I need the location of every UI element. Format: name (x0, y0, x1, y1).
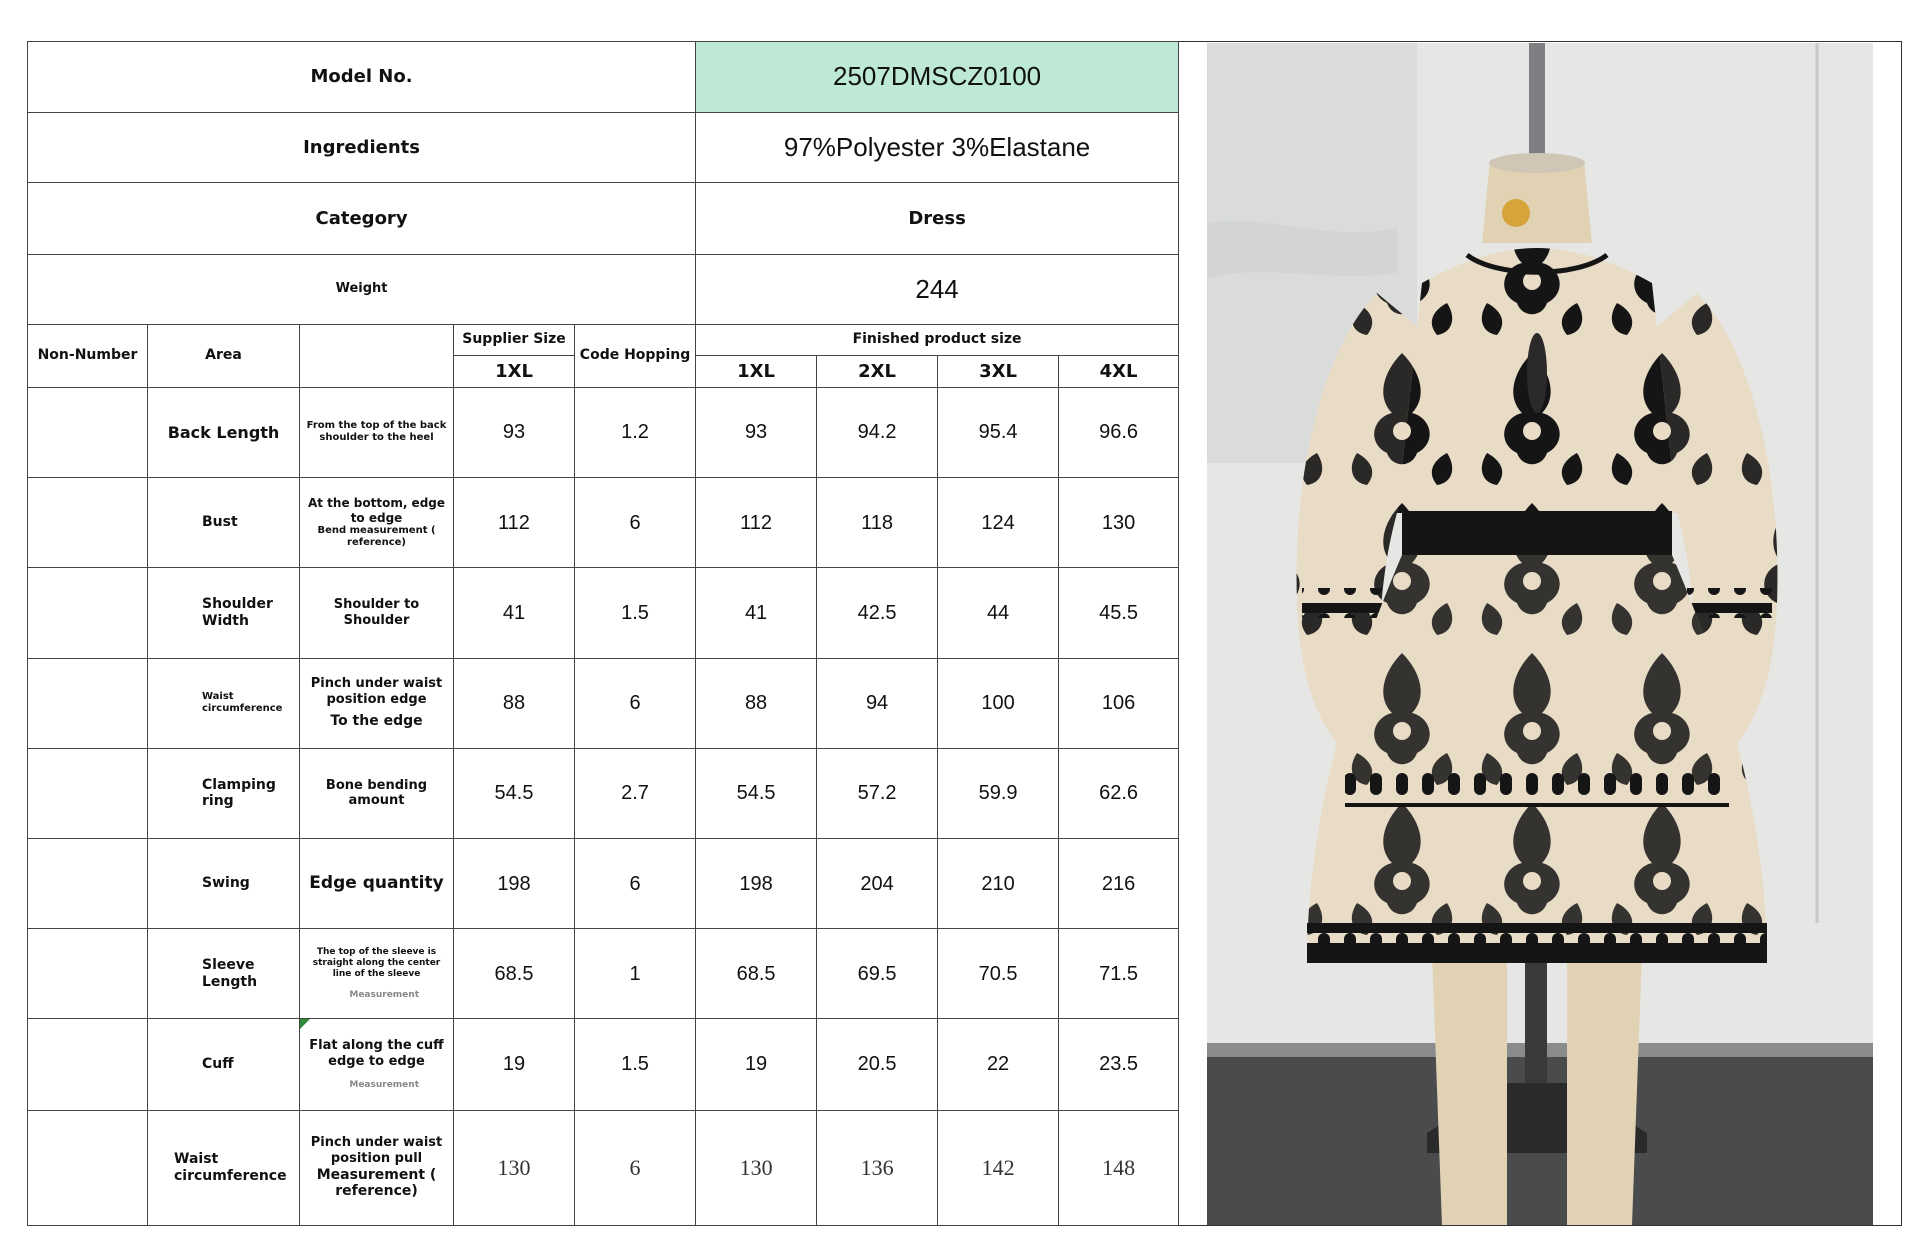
weight-row (28, 254, 1179, 324)
col-non-number: Non-Number (28, 324, 148, 387)
method-text: Flat along the cuff edge to edge (309, 1038, 444, 1070)
method-text: Pinch under waist position edge (310, 676, 443, 707)
hop-value: 6 (575, 658, 696, 748)
finished-3xl: 44 (938, 568, 1059, 658)
finished-1xl: 88 (696, 658, 817, 748)
table-row (28, 748, 1179, 838)
area-cell: Clamping ring (148, 748, 300, 838)
finished-4xl: 62.6 (1059, 748, 1179, 838)
hop-value: 1.2 (575, 387, 696, 477)
table-row (28, 929, 1179, 1019)
finished-2xl: 94.2 (817, 387, 938, 477)
finished-3xl: 59.9 (938, 748, 1059, 838)
size-4xl: 4XL (1059, 355, 1179, 387)
comment-marker-icon (300, 1019, 310, 1029)
weight-value: 244 (696, 254, 1179, 324)
size-1xl: 1XL (696, 355, 817, 387)
model-label: Model No. (28, 42, 696, 113)
finished-4xl: 96.6 (1059, 387, 1179, 477)
model-row (28, 42, 1179, 113)
method-note: Measurement (349, 989, 419, 1000)
non-number-cell (28, 478, 148, 568)
supplier-value: 93 (454, 387, 575, 477)
hop-value: 6 (575, 478, 696, 568)
finished-1xl: 54.5 (696, 748, 817, 838)
non-number-cell (28, 1019, 148, 1110)
method-note: Measurement ( reference) (316, 1166, 437, 1200)
finished-1xl: 41 (696, 568, 817, 658)
finished-3xl: 70.5 (938, 929, 1059, 1019)
method-text: At the bottom, edge to edge (307, 496, 446, 525)
method-text: Pinch under waist position pull (310, 1135, 443, 1166)
table-row (28, 568, 1179, 658)
model-value: 2507DMSCZ0100 (696, 42, 1179, 113)
method-cell (300, 1019, 454, 1110)
finished-1xl: 68.5 (696, 929, 817, 1019)
category-row (28, 183, 1179, 254)
finished-4xl: 106 (1059, 658, 1179, 748)
supplier-size-value: 1XL (454, 355, 575, 387)
supplier-value: 198 (454, 838, 575, 928)
finished-1xl: 19 (696, 1019, 817, 1110)
finished-1xl: 130 (696, 1110, 817, 1225)
area-cell: Back Length (148, 387, 300, 477)
finished-2xl: 118 (817, 478, 938, 568)
supplier-value: 54.5 (454, 748, 575, 838)
col-method (300, 324, 454, 387)
finished-2xl: 94 (817, 658, 938, 748)
size-spec-table (27, 41, 1179, 1226)
area-cell: Bust (148, 478, 300, 568)
hop-value: 1.5 (575, 1019, 696, 1110)
finished-1xl: 198 (696, 838, 817, 928)
finished-1xl: 112 (696, 478, 817, 568)
table-row (28, 478, 1179, 568)
method-cell (300, 658, 454, 748)
category-value: Dress (696, 183, 1179, 254)
size-2xl: 2XL (817, 355, 938, 387)
area-cell: Sleeve Length (148, 929, 300, 1019)
supplier-value: 19 (454, 1019, 575, 1110)
finished-2xl: 136 (817, 1110, 938, 1225)
finished-4xl: 216 (1059, 838, 1179, 928)
method-cell: From the top of the back shoulder to the heel (300, 387, 454, 477)
col-area: Area (148, 324, 300, 387)
method-cell (300, 478, 454, 568)
size-3xl: 3XL (938, 355, 1059, 387)
finished-4xl: 130 (1059, 478, 1179, 568)
finished-3xl: 22 (938, 1019, 1059, 1110)
non-number-cell (28, 658, 148, 748)
table-row (28, 1110, 1179, 1225)
table-row (28, 1019, 1179, 1110)
finished-4xl: 71.5 (1059, 929, 1179, 1019)
method-cell (300, 1110, 454, 1225)
hop-value: 2.7 (575, 748, 696, 838)
finished-2xl: 204 (817, 838, 938, 928)
finished-4xl: 148 (1059, 1110, 1179, 1225)
finished-3xl: 210 (938, 838, 1059, 928)
dress-on-mannequin-photo (1207, 43, 1873, 1225)
area-cell: Waist circumference (148, 658, 300, 748)
hop-value: 1.5 (575, 568, 696, 658)
non-number-cell (28, 748, 148, 838)
method-cell: Shoulder to Shoulder (300, 568, 454, 658)
non-number-cell (28, 1110, 148, 1225)
method-note: To the edge (330, 713, 423, 730)
non-number-cell (28, 568, 148, 658)
hop-value: 1 (575, 929, 696, 1019)
finished-2xl: 42.5 (817, 568, 938, 658)
ingredients-row (28, 113, 1179, 183)
supplier-value: 88 (454, 658, 575, 748)
finished-4xl: 23.5 (1059, 1019, 1179, 1110)
hop-value: 6 (575, 838, 696, 928)
col-code-hopping: Code Hopping (575, 324, 696, 387)
col-supplier-size: Supplier Size (454, 324, 575, 355)
waistband (1402, 511, 1672, 556)
finished-2xl: 20.5 (817, 1019, 938, 1110)
area-cell: Waist circumference (148, 1110, 300, 1225)
ingredients-value: 97%Polyester 3%Elastane (696, 113, 1179, 183)
area-cell: Cuff (148, 1019, 300, 1110)
supplier-value: 68.5 (454, 929, 575, 1019)
non-number-cell (28, 387, 148, 477)
col-finished-size: Finished product size (696, 324, 1179, 355)
finished-3xl: 95.4 (938, 387, 1059, 477)
method-cell: Bone bending amount (300, 748, 454, 838)
finished-2xl: 57.2 (817, 748, 938, 838)
non-number-cell (28, 929, 148, 1019)
method-note: Measurement (349, 1079, 419, 1090)
table-row (28, 838, 1179, 928)
ingredients-label: Ingredients (28, 113, 696, 183)
table-row (28, 658, 1179, 748)
table-row (28, 387, 1179, 477)
area-cell: Shoulder Width (148, 568, 300, 658)
finished-2xl: 69.5 (817, 929, 938, 1019)
weight-label: Weight (28, 254, 696, 324)
finished-4xl: 45.5 (1059, 568, 1179, 658)
area-cell: Swing (148, 838, 300, 928)
method-cell (300, 929, 454, 1019)
non-number-cell (28, 838, 148, 928)
finished-3xl: 142 (938, 1110, 1059, 1225)
supplier-value: 112 (454, 478, 575, 568)
hop-value: 6 (575, 1110, 696, 1225)
method-text: The top of the sleeve is straight along the center line of the sleeve (312, 947, 441, 979)
category-label: Category (28, 183, 696, 254)
supplier-value: 41 (454, 568, 575, 658)
finished-3xl: 100 (938, 658, 1059, 748)
method-note: Bend measurement ( reference) (317, 525, 436, 549)
method-cell: Edge quantity (300, 838, 454, 928)
column-header-row-1 (28, 324, 1179, 355)
finished-1xl: 93 (696, 387, 817, 477)
finished-3xl: 124 (938, 478, 1059, 568)
supplier-value: 130 (454, 1110, 575, 1225)
